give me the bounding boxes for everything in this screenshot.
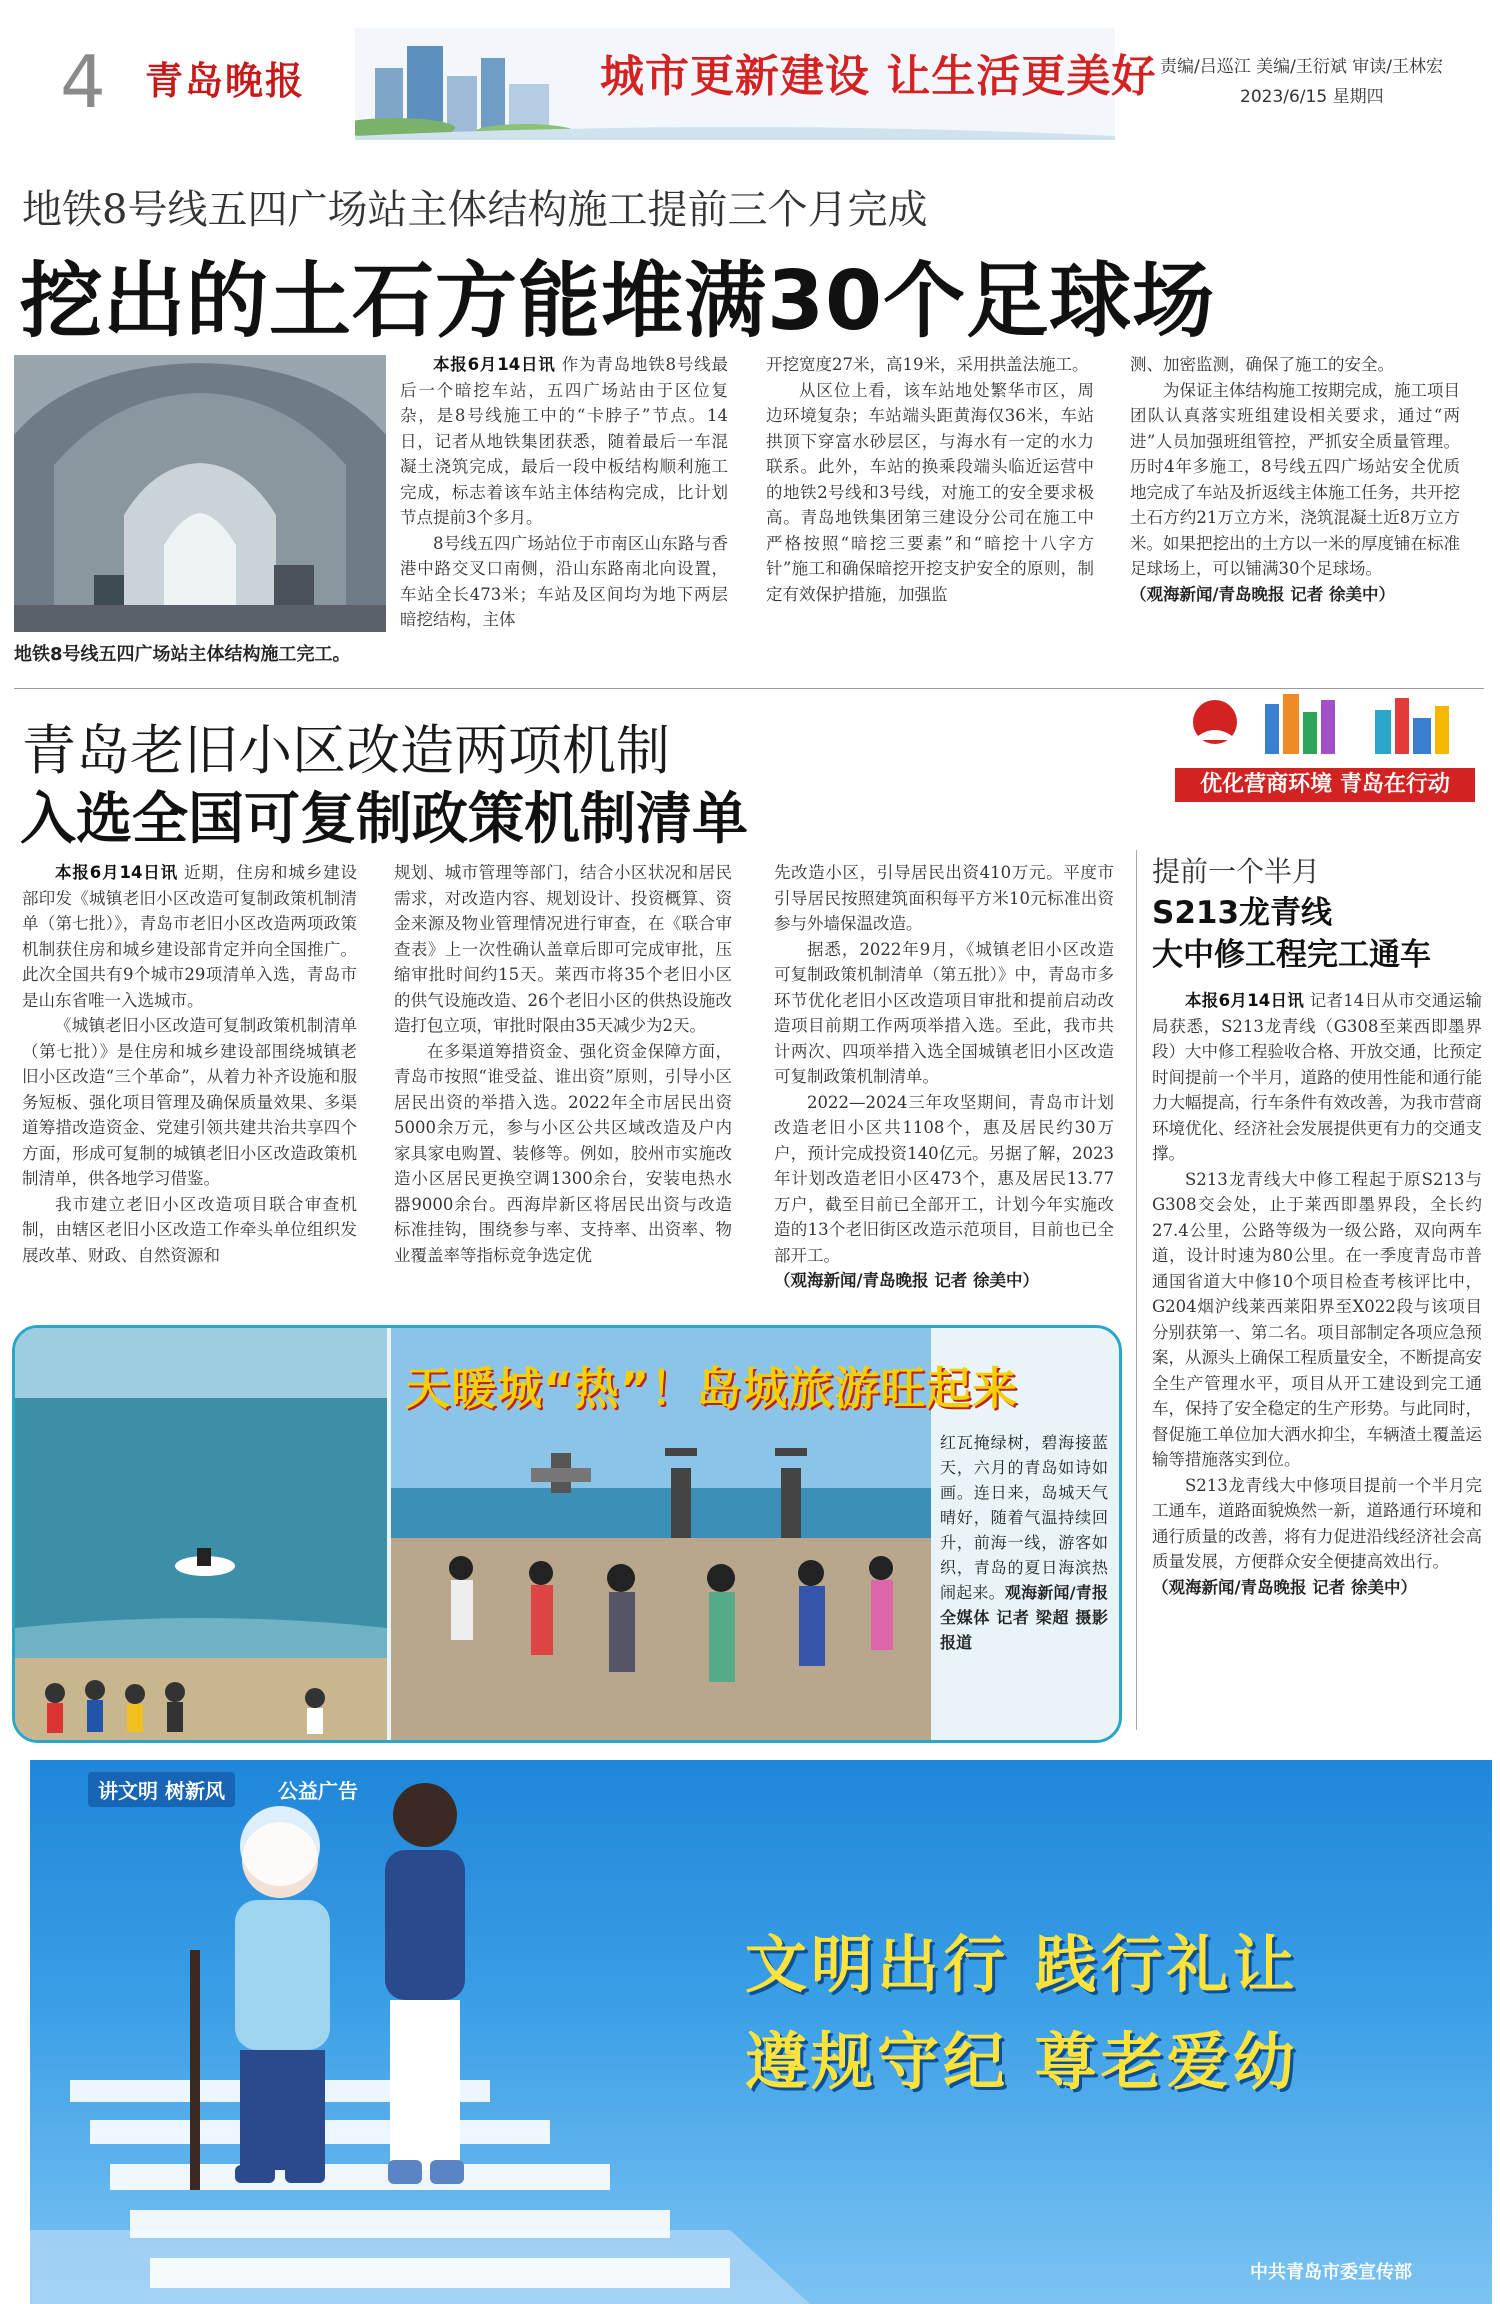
article3-headline: [1152, 892, 1431, 976]
psa-slogan-line1: 文明出行 践行礼让: [745, 1928, 1299, 2001]
article1-photo-caption: 地铁8号线五四广场站主体结构施工完工。: [14, 644, 351, 665]
tourism-caption-text: 红瓦掩绿树，碧海接蓝天，六月的青岛如诗如画。连日来，岛城天气晴好，随着气温持续回升，前海一线，游客如织，青岛的夏日海滨热闹起来。: [940, 1433, 1108, 1602]
article1-tunnel-photo: [14, 355, 386, 632]
seaside-jetski-photo: [15, 1328, 387, 1743]
issue-date: 2023/6/15 星期四: [1240, 87, 1384, 107]
psa-category-label: 公益广告: [278, 1779, 358, 1803]
article1-column-3: [1130, 352, 1460, 607]
psa-slogan-line2: 遵规守纪 尊老爱幼: [745, 2025, 1299, 2098]
article1-paragraph: 从区位上看，该车站地处繁华市区，周边环境复杂；车站端头距黄海仅36米，车站拱顶下穿富水砂层区，与海水有一定的水力联系。此外，车站的换乘段端头临近运营中的地铁2号线和3号线，对施工的安全要求极高。青岛地铁集团第三建设分公司在施工中严格按照“暗挖三要素”和“暗挖十八字方针”施工和确保暗挖开挖支护安全的原则，制定有效保护措施，加强监: [766, 380, 1094, 604]
article1-subtitle: 地铁8号线五四广场站主体结构施工提前三个月完成: [22, 187, 928, 233]
article3-paragraph: S213龙青线大中修工程起于原S213与G308交会处，止于莱西即墨界段，全长约27.4公里，公路等级为一级公路，双向两车道，设计时速为80公里。在一季度青岛市普通国省道大中修10个项目检查考核评比中，G204烟沪线莱西莱阳界至X022段与该项目分别获第一、第二名。项目部制定各项应急预案，从源头上确保工程质量安全，不断提高安全生产管理水平，项目从开工建设到完工通车，保持了安全稳定的生产形势。与此同时，督促施工单位加大洒水抑尘，车辆渣土覆盖运输等措施落实到位。: [1152, 1169, 1482, 1469]
article1-paragraph: 为保证主体结构施工按期完成，施工项目团队认真落实班组建设相关要求，通过“两进”人员加强班组管控，严抓安全质量管理。历时4年多施工，8号线五四广场站安全优质地完成了车站及折返线主体施工任务，共开挖土石方约21万立方米，浇筑混凝土近8万立方米。如果把挖出的土方以一米的厚度铺在标准足球场上，可以铺满30个足球场。: [1130, 380, 1460, 578]
article2-paragraph: 《城镇老旧小区改造可复制政策机制清单（第七批）》是住房和城乡建设部围绕城镇老旧小区改造“三个革命”，从着力补齐设施和服务短板、强化项目管理及确保质量效果、多渠道筹措改造资金、党建引领共建共治共享四个方面，形成可复制的城镇老旧小区改造政策机制清单，供各地学习借鉴。: [22, 1016, 357, 1188]
tourism-caption: [940, 1430, 1108, 1655]
section-divider: [14, 688, 1484, 689]
tourism-headline: 天暖城“热”！岛城旅游旺起来: [405, 1362, 1019, 1415]
article1-column-2: [766, 352, 1094, 607]
article1-headline: 挖出的土石方能堆满30个足球场: [20, 254, 1216, 349]
page-number: 4: [60, 40, 106, 124]
tourism-photo-credit: 观海新闻/青报全媒体 记者 梁超 摄影报道: [940, 1583, 1108, 1652]
article2-column-2: [394, 860, 732, 1268]
article3-headline-line2: 大中修工程完工通车: [1152, 937, 1431, 973]
article1-column-1: [400, 352, 728, 633]
article2-paragraph: 在多渠道筹措资金、强化资金保障方面，青岛市按照“谁受益、谁出资”原则，引导小区居民出资的举措入选。2022年全市居民出资5000余万元，参与小区公共区域改造及户内家具家电购置、装修等。例如，胶州市实施改造小区居民更换空调1300余台，安装电热水器9000余台。西海岸新区将居民出资与改造标准挂钩，围绕参与率、支持率、出资率、物业覆盖率等指标竞争选定优: [394, 1041, 732, 1265]
article1-paragraph: 开挖宽度27米，高19米，采用拱盖法施工。: [766, 355, 1089, 374]
article3-paragraph: S213龙青线大中修项目提前一个半月完工通车，道路面貌焕然一新，道路通行环境和通行质量的改善，将有力促进沿线经济社会高质量发展，方便群众安全便捷高效出行。: [1152, 1475, 1482, 1571]
editor-credits: 责编/吕巡江 美编/王衍斌 审读/王林宏: [1160, 57, 1443, 77]
article2-column-3: [774, 860, 1114, 1294]
article3-byline: （观海新闻/青岛晚报 记者 徐美中）: [1152, 1577, 1418, 1597]
business-environment-label: 优化营商环境 青岛在行动: [1175, 768, 1475, 802]
masthead-logo: 青岛晚报: [145, 58, 306, 103]
article3-paragraph: 记者14日从市交通运输局获悉，S213龙青线（G308至莱西即墨界段）大中修工程验收合格、开放交通，比预定时间提前一个半月，道路的使用性能和通行能力大幅提高，行车条件有效改善，为我市营商环境优化、经济社会发展提供更有力的交通支撑。: [1152, 991, 1482, 1163]
psa-tag: 讲文明 树新风: [88, 1772, 235, 1807]
article2-byline: （观海新闻/青岛晚报 记者 徐美中）: [774, 1271, 1040, 1290]
article2-paragraph: 近期，住房和城乡建设部印发《城镇老旧小区改造可复制政策机制清单（第七批）》，青岛市老旧小区改造两项政策机制获住房和城乡建设部肯定并向全国推广。此次全国共有9个城市29项清单入选，青岛市是山东省唯一入选城市。: [22, 863, 358, 1010]
banner-slogan: 城市更新建设 让生活更美好: [600, 51, 1157, 102]
article3-body: [1152, 988, 1482, 1600]
article2-headline-line2: 入选全国可复制政策机制清单: [20, 787, 748, 852]
article1-paragraph: 8号线五四广场站位于市南区山东路与香港中路交叉口南侧，沿山东路南北向设置，车站全长473米；车站及区间均为地下两层暗挖结构，主体: [400, 533, 728, 629]
article2-paragraph: 据悉，2022年9月，《城镇老旧小区改造可复制政策机制清单（第五批）》中，青岛市多环节优化老旧小区改造项目审批和提前启动改造项目前期工作两项举措入选。至此，我市共计两次、四项举措入选全国城镇老旧小区改造可复制政策机制清单。: [774, 939, 1114, 1086]
article1-lead: 本报6月14日讯: [433, 355, 556, 374]
article3-headline-line1: S213龙青线: [1152, 895, 1333, 931]
article2-paragraph: 我市建立老旧小区改造项目联合审查机制，由辖区老旧小区改造工作牵头单位组织发展改革、财政、自然资源和: [22, 1194, 357, 1265]
article2-paragraph: 规划、城市管理等部门，结合小区状况和居民需求，对改造内容、规划设计、投资概算、资金来源及物业管理情况进行审查，在《联合审查表》上一次性确认盖章后即可完成审批，压缩审批时间约15天。莱西市将35个老旧小区的供气设施改造、26个老旧小区的供热设施改造打包立项，审批时限由35天减少为2天。: [394, 863, 732, 1035]
article3-subtitle: 提前一个半月: [1152, 855, 1321, 888]
article2-headline-line1: 青岛老旧小区改造两项机制: [22, 719, 670, 782]
article2-paragraph: 2022—2024三年攻坚期间，青岛市计划改造老旧小区共1108个，惠及居民约30万户，预计完成投资140亿元。另据了解，2023年计划改造老旧小区473个，惠及居民13.77万户，截至目前已全部开工，计划今年实施改造的13个老旧街区改造示范项目，目前也已全部开工。: [774, 1092, 1114, 1265]
article1-byline: （观海新闻/青岛晚报 记者 徐美中）: [1130, 584, 1396, 604]
psa-organization: 中共青岛市委宣传部: [1250, 2262, 1412, 2283]
article1-paragraph: 作为青岛地铁8号线最后一个暗挖车站，五四广场站由于区位复杂，是8号线施工中的“卡脖子”节点。14日，记者从地铁集团获悉，随着最后一车混凝土浇筑完成，最后一段中板结构顺利施工完成，标志着该车站主体结构完成，比计划节点提前3个多月。: [400, 355, 728, 527]
article2-column-1: [22, 860, 357, 1268]
article1-paragraph: 测、加密监测，确保了施工的安全。: [1130, 355, 1394, 374]
article2-lead: 本报6月14日讯: [55, 863, 179, 882]
article3-lead: 本报6月14日讯: [1185, 991, 1305, 1010]
article2-paragraph: 先改造小区，引导居民出资410万元。平度市引导居民按照建筑面积每平方米10元标准出资参与外墙保温改造。: [774, 863, 1114, 933]
column-divider: [1136, 850, 1137, 1730]
